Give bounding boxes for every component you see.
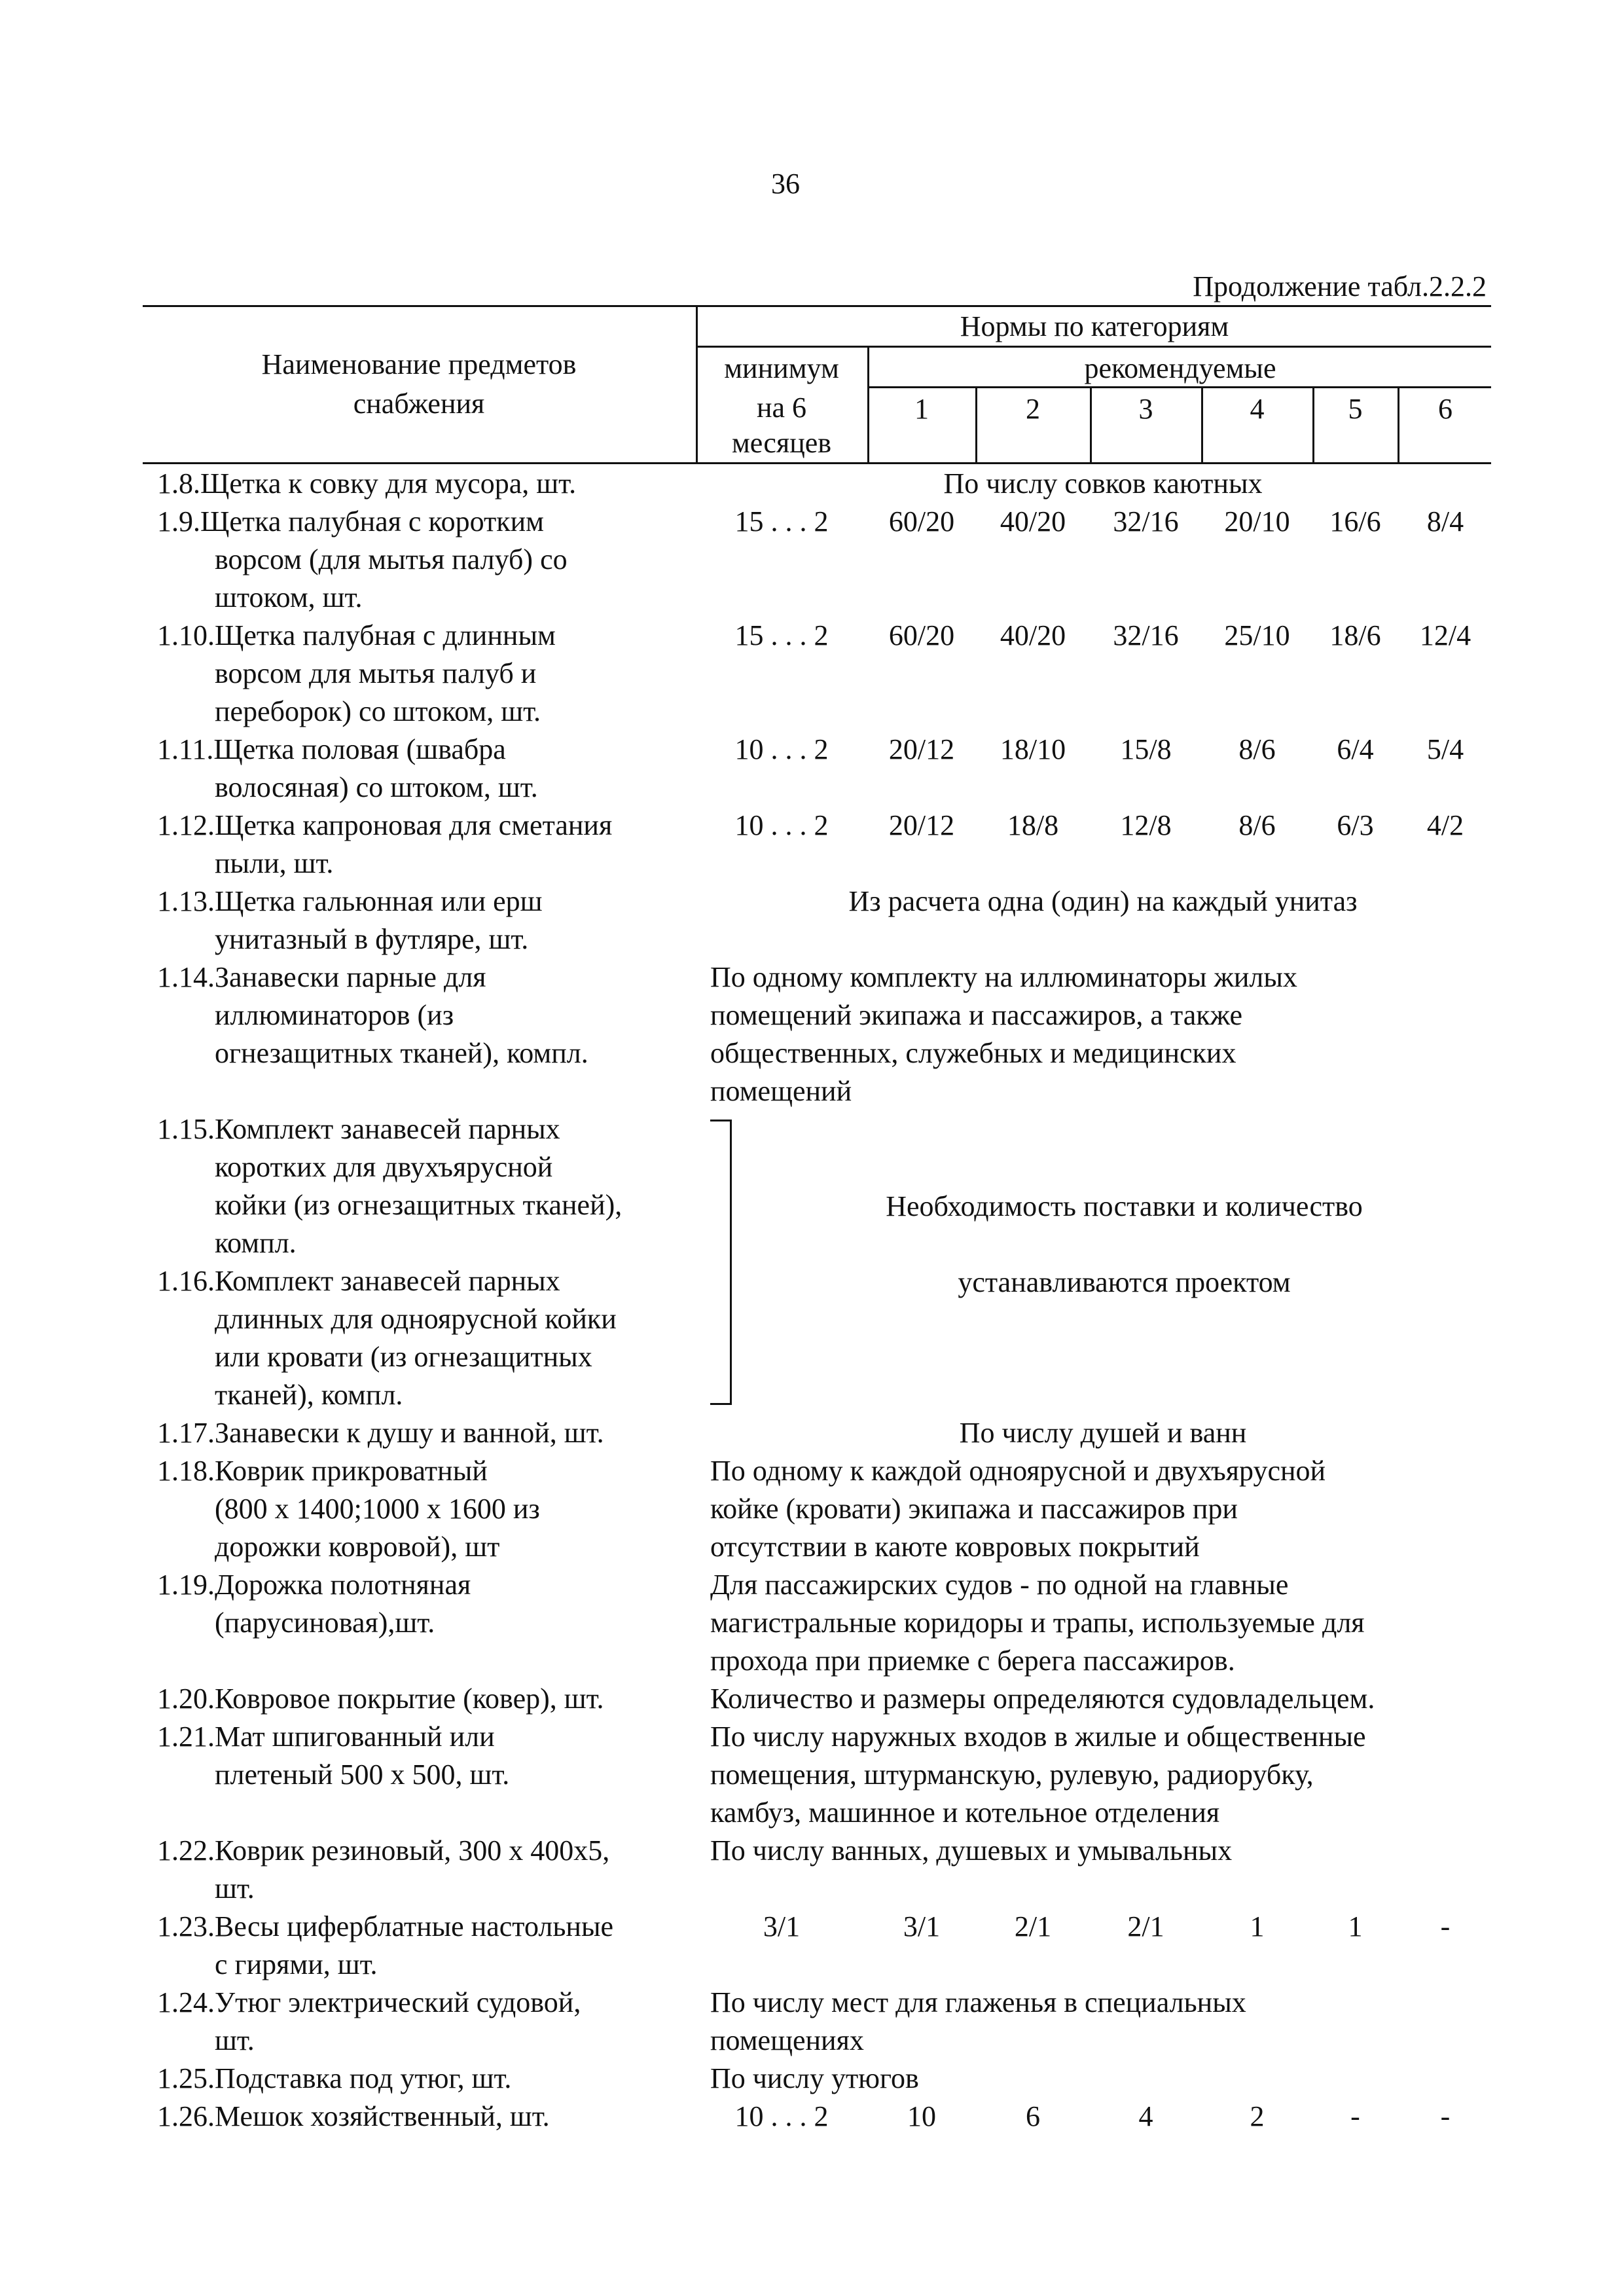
table-row-label: 1.12.Щетка капроновая для сметания пыли, шт. (157, 809, 613, 879)
table-row-label: 1.26.Мешок хозяйственный, шт. (157, 2100, 550, 2132)
row-note: По одному комплекту на иллюминаторы жилых помещений экипажа и пассажиров, а также общественных, служебных и медицинских помещений (710, 961, 1297, 1107)
cell-cat1: 60/20 (888, 505, 955, 538)
table-row-label: 1.20.Ковровое покрытие (ковер), шт. (157, 1683, 604, 1715)
cell-cat5: - (1350, 2100, 1360, 2132)
cell-min: 15 . . . 2 (734, 505, 829, 538)
table-row-label: 1.16.Комплект занавесей парных длинных для одноярусной койки или кровати (из огнезащитных тканей), компл. (157, 1265, 617, 1411)
bracket-shape (710, 1120, 732, 1405)
cell-min: 10 . . . 2 (734, 733, 829, 765)
cell-cat4: 25/10 (1224, 619, 1290, 651)
row-note: По числу наружных входов в жилые и общественные помещения, штурманскую, рулевую, радиорубку, камбуз, машинное и котельное отделения (710, 1721, 1366, 1829)
header-category-5: 5 (1348, 393, 1363, 425)
table-row-label: 1.18.Коврик прикроватный (800 х 1400;1000 х 1600 из дорожки ковровой), шт (157, 1455, 540, 1563)
table-row-label: 1.10.Щетка палубная с длинным ворсом для мытья палуб и переборок) со штоком, шт. (157, 619, 556, 727)
bracket-note-line1: Необходимость поставки и количество (886, 1190, 1363, 1222)
header-minimum-line2: на 6 (756, 392, 807, 424)
header-category-2: 2 (1026, 393, 1040, 425)
cell-cat1: 10 (907, 2100, 936, 2132)
cell-min: 15 . . . 2 (734, 619, 829, 651)
table-row-label: 1.25.Подставка под утюг, шт. (157, 2062, 512, 2094)
table-row-label: 1.19.Дорожка полотняная (парусиновая),шт. (157, 1569, 471, 1639)
cell-cat1: 20/12 (888, 733, 955, 765)
header-category-6: 6 (1438, 393, 1453, 425)
table-row-label: 1.24.Утюг электрический судовой, шт. (157, 1986, 581, 2056)
row-note: По числу мест для глаженья в специальных помещениях (710, 1986, 1246, 2056)
cell-cat2: 2/1 (1014, 1910, 1052, 1942)
cell-cat4: 8/6 (1238, 809, 1276, 841)
cell-cat3: 4 (1138, 2100, 1153, 2132)
cell-cat3: 12/8 (1120, 809, 1172, 841)
cell-cat5: 18/6 (1329, 619, 1381, 651)
table-row-label: 1.11.Щетка половая (швабра волосяная) со штоком, шт. (157, 733, 538, 803)
table-row-label: 1.15.Комплект занавесей парных коротких для двухъярусной койки (из огнезащитных тканей), компл. (157, 1113, 623, 1259)
row-note: По числу совков каютных (943, 467, 1263, 500)
cell-cat2: 18/10 (1000, 733, 1066, 765)
row-note: Для пассажирских судов - по одной на главные магистральные коридоры и трапы, используемые для прохода при приемке с берега пассажиров. (710, 1569, 1365, 1677)
cell-cat2: 6 (1026, 2100, 1040, 2132)
header-rule-1 (696, 346, 1491, 348)
table-row-label: 1.23.Весы циферблатные настольные с гирями, шт. (157, 1910, 614, 1980)
row-note: По одному к каждой одноярусной и двухъярусной койке (кровати) экипажа и пассажиров при отсутствии в каюте ковровых покрытий (710, 1455, 1326, 1563)
header-minimum-line1: минимум (724, 352, 839, 384)
cell-cat3: 32/16 (1113, 505, 1179, 538)
cell-cat1: 60/20 (888, 619, 955, 651)
cell-cat1: 3/1 (903, 1910, 941, 1942)
header-name-line1: Наименование предметов (261, 348, 577, 380)
table-row-label: 1.9.Щетка палубная с коротким ворсом (для мытья палуб) со штоком, шт. (157, 505, 568, 613)
cell-cat5: 6/4 (1337, 733, 1374, 765)
header-norms: Нормы по категориям (960, 310, 1229, 342)
table-row-label: 1.14.Занавески парные для иллюминаторов (из огнезащитных тканей), компл. (157, 961, 588, 1069)
cell-cat6: 5/4 (1426, 733, 1464, 765)
cell-cat2: 40/20 (1000, 619, 1066, 651)
table-row-label: 1.22.Коврик резиновый, 300 х 400х5, шт. (157, 1834, 610, 1904)
table-top-rule (143, 305, 1491, 307)
cell-cat4: 20/10 (1224, 505, 1290, 538)
row-note: По числу утюгов (710, 2062, 919, 2094)
header-recommended: рекомендуемые (1084, 352, 1276, 384)
header-name-line2: снабжения (353, 388, 485, 420)
bracket-note-line2: устанавливаются проектом (958, 1266, 1291, 1298)
header-category-1: 1 (914, 393, 929, 425)
cell-cat6: - (1440, 2100, 1451, 2132)
cell-cat6: - (1440, 1910, 1451, 1942)
cell-cat4: 1 (1250, 1910, 1265, 1942)
cell-cat3: 32/16 (1113, 619, 1179, 651)
cell-cat2: 18/8 (1007, 809, 1059, 841)
table-row-label: 1.8.Щетка к совку для мусора, шт. (157, 467, 577, 500)
row-note: Из расчета одна (один) на каждый унитаз (848, 885, 1358, 917)
table-row-label: 1.13.Щетка гальюнная или ерш унитазный в футляре, шт. (157, 885, 543, 955)
cell-min: 3/1 (763, 1910, 801, 1942)
row-note: По числу ванных, душевых и умывальных (710, 1834, 1233, 1867)
page-number: 36 (771, 168, 800, 200)
table-header-bottom-rule (143, 462, 1491, 464)
cell-min: 10 . . . 2 (734, 809, 829, 841)
cell-cat5: 1 (1348, 1910, 1363, 1942)
cell-cat4: 2 (1250, 2100, 1265, 2132)
cell-cat6: 12/4 (1419, 619, 1471, 651)
cell-cat5: 6/3 (1337, 809, 1374, 841)
cell-cat5: 16/6 (1329, 505, 1381, 538)
cell-cat6: 4/2 (1426, 809, 1464, 841)
table-row-label: 1.17.Занавески к душу и ванной, шт. (157, 1417, 604, 1449)
header-category-4: 4 (1250, 393, 1265, 425)
row-note: Количество и размеры определяются судовладельцем. (710, 1683, 1375, 1715)
cell-cat2: 40/20 (1000, 505, 1066, 538)
cell-cat1: 20/12 (888, 809, 955, 841)
table-continuation-label: Продолжение табл.2.2.2 (1193, 270, 1487, 302)
cell-cat3: 2/1 (1127, 1910, 1164, 1942)
cell-min: 10 . . . 2 (734, 2100, 829, 2132)
cell-cat6: 8/4 (1426, 505, 1464, 538)
header-minimum-line3: месяцев (731, 427, 832, 459)
row-note: По числу душей и ванн (959, 1417, 1247, 1449)
cell-cat3: 15/8 (1120, 733, 1172, 765)
table-row-label: 1.21.Мат шпигованный или плетеный 500 х 500, шт. (157, 1721, 510, 1791)
cell-cat4: 8/6 (1238, 733, 1276, 765)
header-category-3: 3 (1138, 393, 1153, 425)
